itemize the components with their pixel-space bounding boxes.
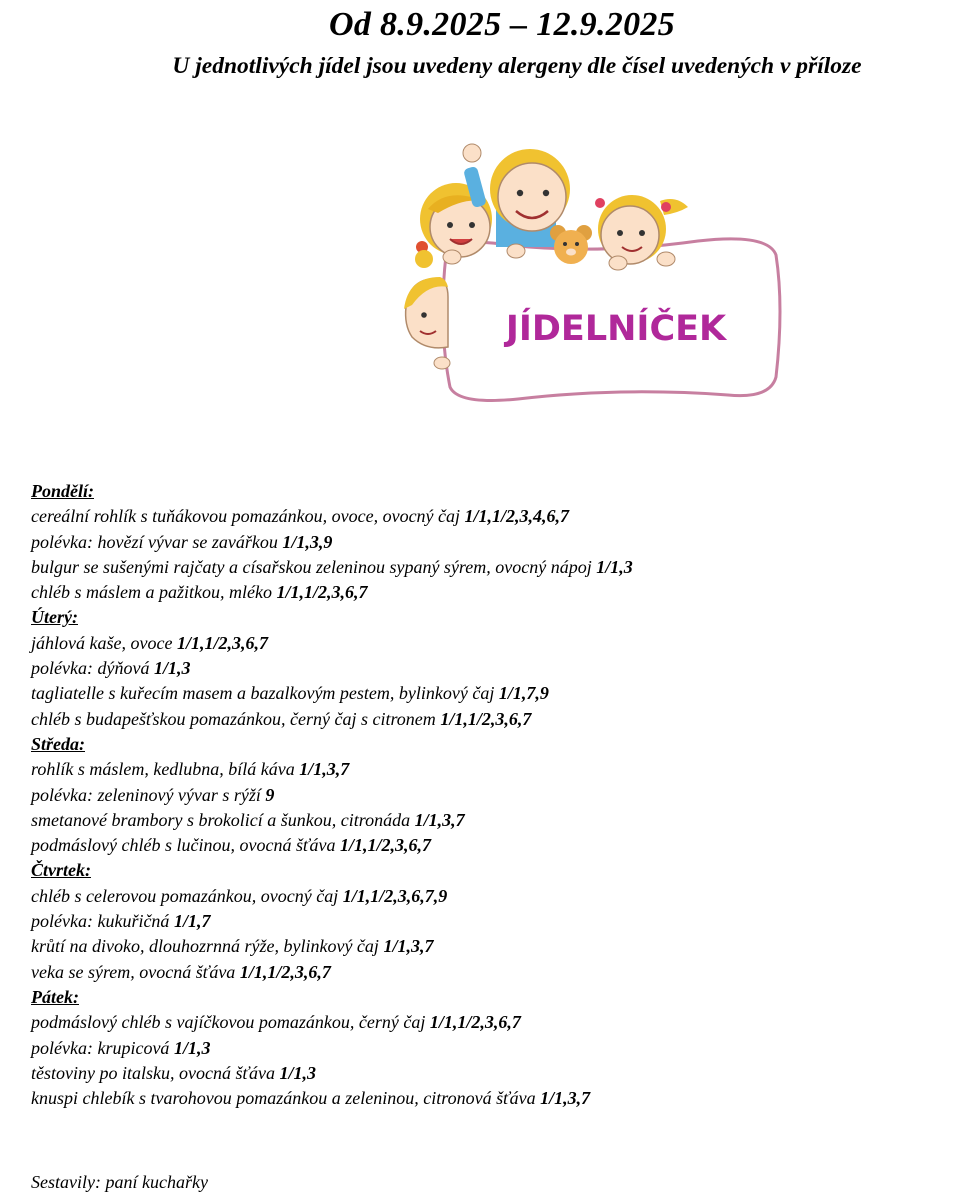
dish-text: tagliatelle s kuřecím masem a bazalkovým pestem, bylinkový čaj — [31, 683, 499, 704]
page-title: Od 8.9.2025 – 12.9.2025 — [329, 6, 675, 43]
dish-text: krůtí na divoko, dlouhozrnná rýže, bylinkový čaj — [31, 936, 384, 957]
allergen-codes: 9 — [265, 784, 275, 805]
weekly-menu — [31, 479, 951, 1111]
menu-item — [31, 960, 951, 985]
peeking-child-figure — [404, 277, 450, 369]
signature: Sestavily: paní kuchařky — [31, 1172, 208, 1192]
page-subtitle: U jednotlivých jídel jsou uvedeny alergeny dle čísel uvedených v příloze — [172, 53, 862, 79]
allergen-codes: 1/1,3,7 — [299, 759, 350, 780]
allergen-codes: 1/1,1/2,3,6,7 — [440, 708, 532, 729]
dish-text: knuspi chlebík s tvarohovou pomazánkou a zeleninou, citronová šťáva — [31, 1088, 541, 1109]
menu-item — [31, 934, 951, 959]
dish-text: těstoviny po italsku, ovocná šťáva — [31, 1062, 280, 1083]
day-section — [31, 732, 951, 858]
allergen-codes: 1/1,7 — [173, 911, 211, 932]
dish-text: rohlík s máslem, kedlubna, bílá káva — [31, 759, 300, 780]
dish-text: jáhlová kaše, ovoce — [31, 632, 177, 653]
dish-text: polévka: hovězí vývar se zavářkou — [31, 531, 283, 552]
menu-item — [31, 504, 951, 529]
day-section — [31, 858, 951, 984]
allergen-codes: 1/1,3,9 — [282, 531, 333, 552]
allergen-codes: 1/1,1/2,3,6,7 — [339, 835, 431, 856]
dish-text: cereální rohlík s tuňákovou pomazánkou, ovoce, ovocný čaj — [31, 506, 465, 527]
menu-item — [31, 1036, 951, 1061]
allergen-codes: 1/1,3,7 — [540, 1088, 591, 1109]
allergen-codes: 1/1,3 — [596, 556, 633, 577]
menu-item — [31, 1061, 951, 1086]
day-section — [31, 479, 951, 605]
menu-item — [31, 555, 951, 580]
allergen-codes: 1/1,1/2,3,4,6,7 — [464, 506, 570, 527]
day-section — [31, 605, 951, 731]
menu-item — [31, 681, 951, 706]
dish-text: polévka: kukuřičná — [31, 911, 174, 932]
menu-item — [31, 580, 951, 605]
dish-text: podmáslový chléb s lučinou, ovocná šťáva — [31, 835, 340, 856]
menu-item — [31, 1086, 951, 1111]
allergen-codes: 1/1,7,9 — [498, 683, 549, 704]
day-heading-thursday: Čtvrtek: — [31, 860, 91, 881]
allergen-codes: 1/1,1/2,3,6,7,9 — [342, 885, 448, 906]
allergen-codes: 1/1,1/2,3,6,7 — [429, 1012, 521, 1033]
menu-item — [31, 656, 951, 681]
menu-item — [31, 631, 951, 656]
allergen-codes: 1/1,1/2,3,6,7 — [276, 582, 368, 603]
day-heading-monday: Pondělí: — [31, 481, 94, 501]
dish-text: polévka: dýňová — [31, 658, 154, 679]
menu-item — [31, 757, 951, 782]
dish-text: polévka: zeleninový vývar s rýží — [31, 784, 266, 805]
menu-illustration — [398, 137, 790, 409]
menu-item — [31, 909, 951, 934]
dish-text: chléb s budapešťskou pomazánkou, černý čaj s citronem — [31, 708, 441, 729]
allergen-codes: 1/1,3,7 — [414, 809, 465, 830]
day-heading-tuesday: Úterý: — [31, 607, 78, 628]
allergen-codes: 1/1,1/2,3,6,7 — [239, 961, 331, 982]
day-heading-wednesday: Středa: — [31, 733, 85, 754]
menu-item — [31, 530, 951, 555]
allergen-codes: 1/1,3 — [153, 658, 191, 679]
allergen-codes: 1/1,1/2,3,6,7 — [176, 632, 268, 653]
day-section — [31, 985, 951, 1111]
menu-item — [31, 833, 951, 858]
allergen-codes: 1/1,3 — [279, 1062, 317, 1083]
allergen-codes: 1/1,3 — [173, 1037, 211, 1058]
dish-text: smetanové brambory s brokolicí a šunkou, citronáda — [31, 809, 415, 830]
allergen-codes: 1/1,3,7 — [383, 936, 434, 957]
dish-text: polévka: krupicová — [31, 1037, 174, 1058]
menu-item — [31, 808, 951, 833]
menu-item — [31, 707, 951, 732]
day-heading-friday: Pátek: — [31, 986, 79, 1007]
menu-item — [31, 884, 951, 909]
dish-text: podmáslový chléb s vajíčkovou pomazánkou, černý čaj — [31, 1012, 430, 1033]
sign-text: JÍDELNÍČEK — [505, 309, 727, 349]
dish-text: chléb s celerovou pomazánkou, ovocný čaj — [31, 885, 343, 906]
menu-item — [31, 1010, 951, 1035]
children-holding-sign-illustration — [398, 137, 790, 409]
dish-text: bulgur se sušenými rajčaty a císařskou zeleninou sypaný sýrem, ovocný nápoj — [31, 556, 597, 577]
menu-item — [31, 783, 951, 808]
dish-text: veka se sýrem, ovocná šťáva — [31, 961, 240, 982]
dish-text: chléb s máslem a pažitkou, mléko — [31, 582, 277, 603]
